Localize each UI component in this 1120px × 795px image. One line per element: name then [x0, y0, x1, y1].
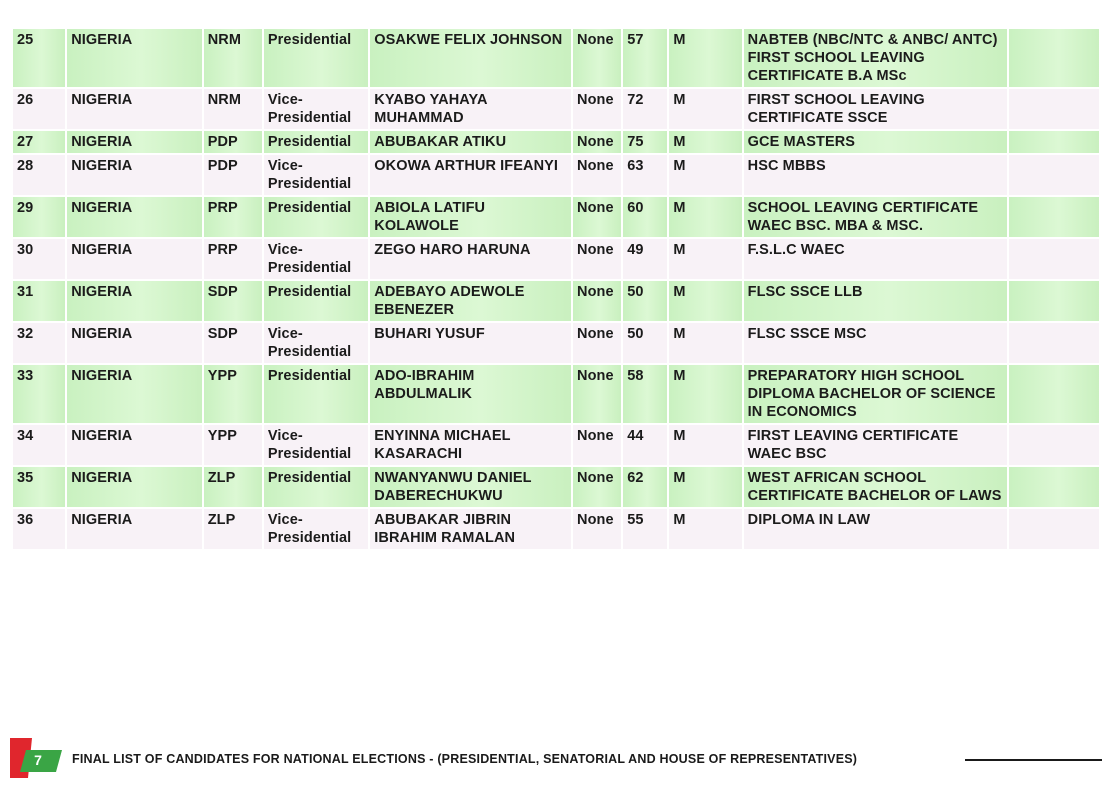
cell-position: Vice- Presidential: [264, 509, 368, 549]
cell-disability: None: [573, 467, 621, 507]
cell-qualification: WEST AFRICAN SCHOOL CERTIFICATE BACHELOR OF LAWS: [744, 467, 1007, 507]
cell-position: Vice- Presidential: [264, 239, 368, 279]
table-row: [13, 239, 1099, 279]
cell-candidate-name: NWANYANWU DANIEL DABERECHUKWU: [370, 467, 571, 507]
cell-party: ZLP: [204, 509, 262, 549]
cell-disability: None: [573, 281, 621, 321]
cell-age: 49: [623, 239, 667, 279]
cell-blank: [1009, 467, 1099, 507]
cell-country: NIGERIA: [67, 131, 202, 153]
cell-number: 26: [13, 89, 65, 129]
cell-number: 27: [13, 131, 65, 153]
table-row: [13, 365, 1099, 423]
cell-number: 36: [13, 509, 65, 549]
cell-candidate-name: KYABO YAHAYA MUHAMMAD: [370, 89, 571, 129]
cell-qualification: PREPARATORY HIGH SCHOOL DIPLOMA BACHELOR OF SCIENCE IN ECONOMICS: [744, 365, 1007, 423]
cell-candidate-name: ADO-IBRAHIM ABDULMALIK: [370, 365, 571, 423]
cell-party: PDP: [204, 131, 262, 153]
cell-disability: None: [573, 155, 621, 195]
cell-age: 55: [623, 509, 667, 549]
cell-candidate-name: ABUBAKAR ATIKU: [370, 131, 571, 153]
cell-candidate-name: ABUBAKAR JIBRIN IBRAHIM RAMALAN: [370, 509, 571, 549]
cell-number: 31: [13, 281, 65, 321]
table-row: [13, 131, 1099, 153]
cell-age: 58: [623, 365, 667, 423]
cell-country: NIGERIA: [67, 239, 202, 279]
cell-blank: [1009, 29, 1099, 87]
footer-title: FINAL LIST OF CANDIDATES FOR NATIONAL ELECTIONS - (PRESIDENTIAL, SENATORIAL AND HOUSE OF REPRESENTATIVES): [72, 752, 858, 766]
cell-position: Presidential: [264, 365, 368, 423]
cell-qualification: DIPLOMA IN LAW: [744, 509, 1007, 549]
cell-qualification: NABTEB (NBC/NTC & ANBC/ ANTC) FIRST SCHOOL LEAVING CERTIFICATE B.A MSc: [744, 29, 1007, 87]
cell-age: 50: [623, 281, 667, 321]
cell-position: Presidential: [264, 29, 368, 87]
cell-position: Presidential: [264, 467, 368, 507]
cell-sex: M: [669, 29, 741, 87]
cell-number: 35: [13, 467, 65, 507]
cell-blank: [1009, 239, 1099, 279]
page-footer: [10, 738, 1102, 778]
cell-position: Presidential: [264, 281, 368, 321]
cell-sex: M: [669, 365, 741, 423]
cell-number: 32: [13, 323, 65, 363]
cell-number: 34: [13, 425, 65, 465]
cell-blank: [1009, 281, 1099, 321]
cell-party: SDP: [204, 281, 262, 321]
cell-qualification: GCE MASTERS: [744, 131, 1007, 153]
cell-blank: [1009, 155, 1099, 195]
cell-age: 57: [623, 29, 667, 87]
cell-position: Vice- Presidential: [264, 89, 368, 129]
cell-age: 60: [623, 197, 667, 237]
cell-candidate-name: ABIOLA LATIFU KOLAWOLE: [370, 197, 571, 237]
cell-country: NIGERIA: [67, 509, 202, 549]
cell-party: YPP: [204, 365, 262, 423]
cell-number: 28: [13, 155, 65, 195]
cell-position: Vice- Presidential: [264, 323, 368, 363]
cell-disability: None: [573, 197, 621, 237]
cell-country: NIGERIA: [67, 197, 202, 237]
cell-number: 33: [13, 365, 65, 423]
table-row: [13, 89, 1099, 129]
cell-qualification: FIRST LEAVING CERTIFICATE WAEC BSC: [744, 425, 1007, 465]
cell-position: Presidential: [264, 131, 368, 153]
cell-candidate-name: ADEBAYO ADEWOLE EBENEZER: [370, 281, 571, 321]
cell-disability: None: [573, 89, 621, 129]
cell-position: Presidential: [264, 197, 368, 237]
table-row: [13, 29, 1099, 87]
table-row: [13, 281, 1099, 321]
cell-party: SDP: [204, 323, 262, 363]
cell-position: Vice- Presidential: [264, 425, 368, 465]
cell-position: Vice- Presidential: [264, 155, 368, 195]
footer-rule: [965, 759, 1102, 761]
page-number: 7: [34, 752, 42, 768]
cell-party: ZLP: [204, 467, 262, 507]
candidates-table: [11, 27, 1101, 551]
table-row: [13, 425, 1099, 465]
cell-sex: M: [669, 89, 741, 129]
cell-candidate-name: OKOWA ARTHUR IFEANYI: [370, 155, 571, 195]
cell-disability: None: [573, 425, 621, 465]
table-body: [13, 29, 1099, 549]
cell-blank: [1009, 131, 1099, 153]
cell-age: 44: [623, 425, 667, 465]
cell-country: NIGERIA: [67, 281, 202, 321]
cell-blank: [1009, 89, 1099, 129]
cell-party: PDP: [204, 155, 262, 195]
cell-sex: M: [669, 281, 741, 321]
cell-disability: None: [573, 29, 621, 87]
cell-candidate-name: ENYINNA MICHAEL KASARACHI: [370, 425, 571, 465]
cell-qualification: F.S.L.C WAEC: [744, 239, 1007, 279]
cell-age: 62: [623, 467, 667, 507]
cell-blank: [1009, 197, 1099, 237]
cell-candidate-name: BUHARI YUSUF: [370, 323, 571, 363]
cell-number: 30: [13, 239, 65, 279]
cell-sex: M: [669, 131, 741, 153]
cell-disability: None: [573, 323, 621, 363]
cell-candidate-name: OSAKWE FELIX JOHNSON: [370, 29, 571, 87]
cell-age: 72: [623, 89, 667, 129]
cell-disability: None: [573, 131, 621, 153]
candidates-table-container: [11, 27, 1101, 551]
cell-qualification: FIRST SCHOOL LEAVING CERTIFICATE SSCE: [744, 89, 1007, 129]
cell-sex: M: [669, 467, 741, 507]
cell-qualification: SCHOOL LEAVING CERTIFICATE WAEC BSC. MBA & MSC.: [744, 197, 1007, 237]
cell-age: 75: [623, 131, 667, 153]
cell-sex: M: [669, 425, 741, 465]
cell-country: NIGERIA: [67, 155, 202, 195]
cell-age: 50: [623, 323, 667, 363]
table-row: [13, 197, 1099, 237]
table-row: [13, 509, 1099, 549]
cell-country: NIGERIA: [67, 467, 202, 507]
cell-number: 25: [13, 29, 65, 87]
cell-country: NIGERIA: [67, 323, 202, 363]
cell-sex: M: [669, 155, 741, 195]
cell-sex: M: [669, 323, 741, 363]
cell-blank: [1009, 425, 1099, 465]
cell-qualification: HSC MBBS: [744, 155, 1007, 195]
cell-party: NRM: [204, 89, 262, 129]
cell-disability: None: [573, 509, 621, 549]
cell-blank: [1009, 509, 1099, 549]
cell-sex: M: [669, 197, 741, 237]
cell-disability: None: [573, 365, 621, 423]
cell-blank: [1009, 323, 1099, 363]
table-row: [13, 323, 1099, 363]
cell-party: NRM: [204, 29, 262, 87]
cell-country: NIGERIA: [67, 425, 202, 465]
cell-party: YPP: [204, 425, 262, 465]
cell-age: 63: [623, 155, 667, 195]
cell-qualification: FLSC SSCE LLB: [744, 281, 1007, 321]
cell-party: PRP: [204, 239, 262, 279]
cell-qualification: FLSC SSCE MSC: [744, 323, 1007, 363]
cell-sex: M: [669, 509, 741, 549]
cell-country: NIGERIA: [67, 365, 202, 423]
cell-sex: M: [669, 239, 741, 279]
cell-country: NIGERIA: [67, 89, 202, 129]
table-row: [13, 155, 1099, 195]
cell-candidate-name: ZEGO HARO HARUNA: [370, 239, 571, 279]
cell-country: NIGERIA: [67, 29, 202, 87]
cell-disability: None: [573, 239, 621, 279]
table-row: [13, 467, 1099, 507]
cell-party: PRP: [204, 197, 262, 237]
cell-blank: [1009, 365, 1099, 423]
cell-number: 29: [13, 197, 65, 237]
